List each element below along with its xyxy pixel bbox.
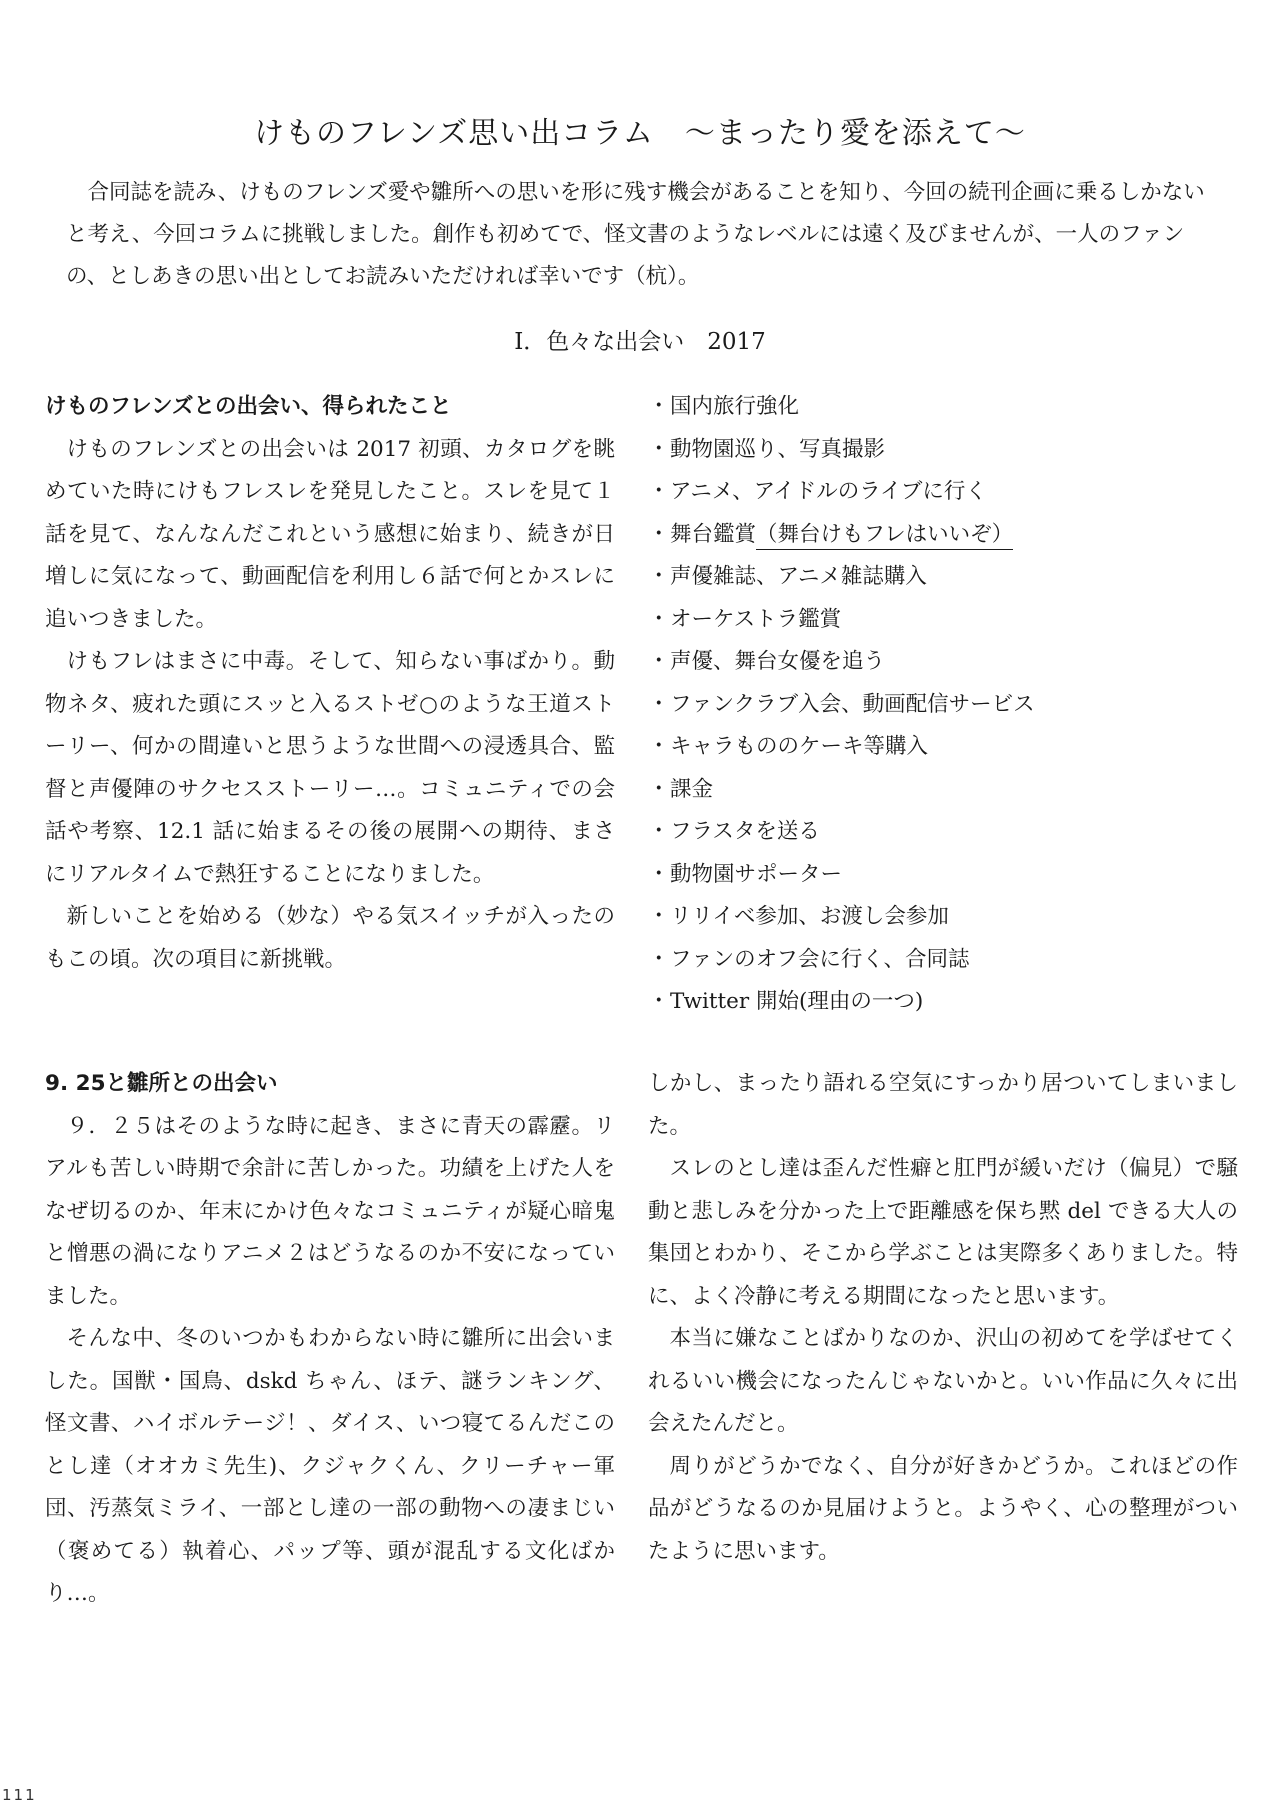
list-item: [648, 769, 1238, 812]
list-item-text: オーケストラ鑑賞: [670, 606, 842, 632]
bullet-mark: ・: [648, 691, 670, 717]
bullet-mark: ・: [648, 479, 670, 504]
list-item: [648, 854, 1238, 897]
bullet-mark: ・: [648, 776, 670, 802]
intro-paragraph: 合同誌を読み、けものフレンズ愛や雛所への思いを形に残す機会があることを知り、今回の続刊企画に乗るしかないと考え、今回コラムに挑戦しました。創作も初めてで、怪文書のようなレベルには遠く及びませんが、一人のファンの、としあきの思い出としてお読みいただければ幸いです（杭）。: [66, 180, 1205, 289]
body-paragraph: 新しいことを始める（妙な）やる気スイッチが入ったのもこの頃。次の項目に新挑戦。: [45, 904, 615, 972]
body-paragraph: ９．２５はそのような時に起き、まさに青天の霹靂。リアルも苦しい時期で余計に苦しかった。功績を上げた人をなぜ切るのか、年末にかけ色々なコミュニティが疑心暗鬼と憎悪の渦になりアニメ２はどうなるのか不安になっていました。: [45, 1113, 615, 1309]
list-item-text: リリイベ参加、お渡し会参加: [670, 904, 949, 929]
list-item-text: アニメ、アイドルのライブに行く: [670, 479, 987, 504]
bullet-mark: ・: [648, 564, 670, 589]
intro-block: [66, 172, 1216, 298]
list-item-text: 声優、舞台女優を追う: [670, 649, 886, 674]
list-item: [648, 896, 1238, 939]
list-item: [648, 981, 1238, 1024]
section1-left-column: [45, 386, 615, 981]
page-number: 111: [2, 1786, 37, 1804]
bullet-mark: ・: [648, 946, 670, 972]
list-item: [648, 811, 1238, 854]
list-item-text: 課金: [670, 776, 714, 802]
list-item-text: 国内旅行強化: [670, 394, 800, 419]
body-paragraph: けもフレはまさに中毒。そして、知らない事ばかり。動物ネタ、疲れた頭にスッと入るストゼ○のような王道ストーリー、何かの間違いと思うような世間への浸透具合、監督と声優陣のサクセスストーリー…。コミュニティでの会話や考察、12.1 話に始まるその後の展開への期待、まさにリアルタイムで熱狂することになりました。: [45, 649, 615, 887]
body-paragraph: スレのとし達は歪んだ性癖と肛門が緩いだけ（偏見）で騒動と悲しみを分かった上で距離感を保ち黙 del できる大人の集団とわかり、そこから学ぶことは実際多くありました。特に、よく冷静に考える期間になったと思います。: [648, 1156, 1238, 1309]
page-title: けものフレンズ思い出コラム ～まったり愛を添えて～: [254, 116, 1026, 151]
body-paragraph: そんな中、冬のいつかもわからない時に雛所に出会いました。国獣・国鳥、dskd ちゃん、ほテ、謎ランキング、怪文書、ハイボルテージ！、ダイス、いつ寝てるんだこのとし達（オオカミ先生)、クジャクくん、クリーチャー軍団、汚蒸気ミライ、一部とし達の一部の動物への凄まじい（褒めてる）執着心、パップ等、頭が混乱する文化ばかり…。: [45, 1326, 615, 1606]
bullet-mark: ・: [648, 989, 670, 1014]
bullet-mark: ・: [648, 904, 670, 929]
section2-right-column: [648, 1063, 1238, 1573]
section2-left-column: [45, 1063, 615, 1616]
body-paragraph: しかし、まったり語れる空気にすっかり居ついてしまいました。: [648, 1071, 1238, 1139]
bullet-mark: ・: [648, 436, 670, 462]
list-item: [648, 471, 1238, 514]
section1-right-column: [648, 386, 1238, 1024]
list-item: [648, 556, 1238, 599]
activity-list: [648, 386, 1238, 1024]
bullet-mark: ・: [648, 649, 670, 674]
list-item-text: ファンクラブ入会、動画配信サービス: [670, 691, 1035, 717]
section2-subheading: 9. 25と雛所との出会い: [45, 1071, 278, 1096]
list-item-text: 舞台鑑賞: [670, 521, 757, 547]
underlined-note: （舞台けもフレはいいぞ）: [756, 522, 1013, 550]
list-item: [648, 429, 1238, 472]
list-item: [648, 939, 1238, 982]
body-paragraph: 本当に嫌なことばかりなのか、沢山の初めてを学ばせてくれるいい機会になったんじゃないかと。いい作品に久々に出会えたんだと。: [648, 1326, 1238, 1436]
list-item: [648, 599, 1238, 642]
list-item: [648, 726, 1238, 769]
list-item: [648, 684, 1238, 727]
body-paragraph: けものフレンズとの出会いは 2017 初頭、カタログを眺めていた時にけもフレスレを発見したこと。スレを見て１話を見て、なんなんだこれという感想に始まり、続きが日増しに気になって、動画配信を利用し６話で何とかスレに追いつきました。: [45, 436, 615, 632]
list-item-text: 声優雑誌、アニメ雑誌購入: [670, 564, 927, 589]
bullet-mark: ・: [648, 521, 670, 547]
list-item-text: フラスタを送る: [670, 819, 820, 844]
bullet-mark: ・: [648, 394, 670, 419]
section-heading-1: Ⅰ．色々な出会い 2017: [514, 329, 766, 355]
list-item: [648, 386, 1238, 429]
list-item-text: 動物園巡り、写真撮影: [670, 436, 886, 462]
list-item-text: キャラもののケーキ等購入: [670, 734, 929, 759]
bullet-mark: ・: [648, 819, 670, 844]
bullet-mark: ・: [648, 861, 670, 887]
list-item: [648, 641, 1238, 684]
bullet-mark: ・: [648, 606, 670, 632]
list-item-text: ファンのオフ会に行く、合同誌: [670, 946, 970, 972]
body-paragraph: 周りがどうかでなく、自分が好きかどうか。これほどの作品がどうなるのか見届けようと。ようやく、心の整理がついたように思います。: [648, 1453, 1238, 1564]
bullet-mark: ・: [648, 734, 670, 759]
list-item: [648, 514, 1238, 557]
list-item-text: Twitter 開始(理由の一つ): [670, 989, 924, 1014]
section1-subheading: けものフレンズとの出会い、得られたこと: [45, 394, 452, 419]
list-item-text: 動物園サポーター: [670, 861, 843, 887]
